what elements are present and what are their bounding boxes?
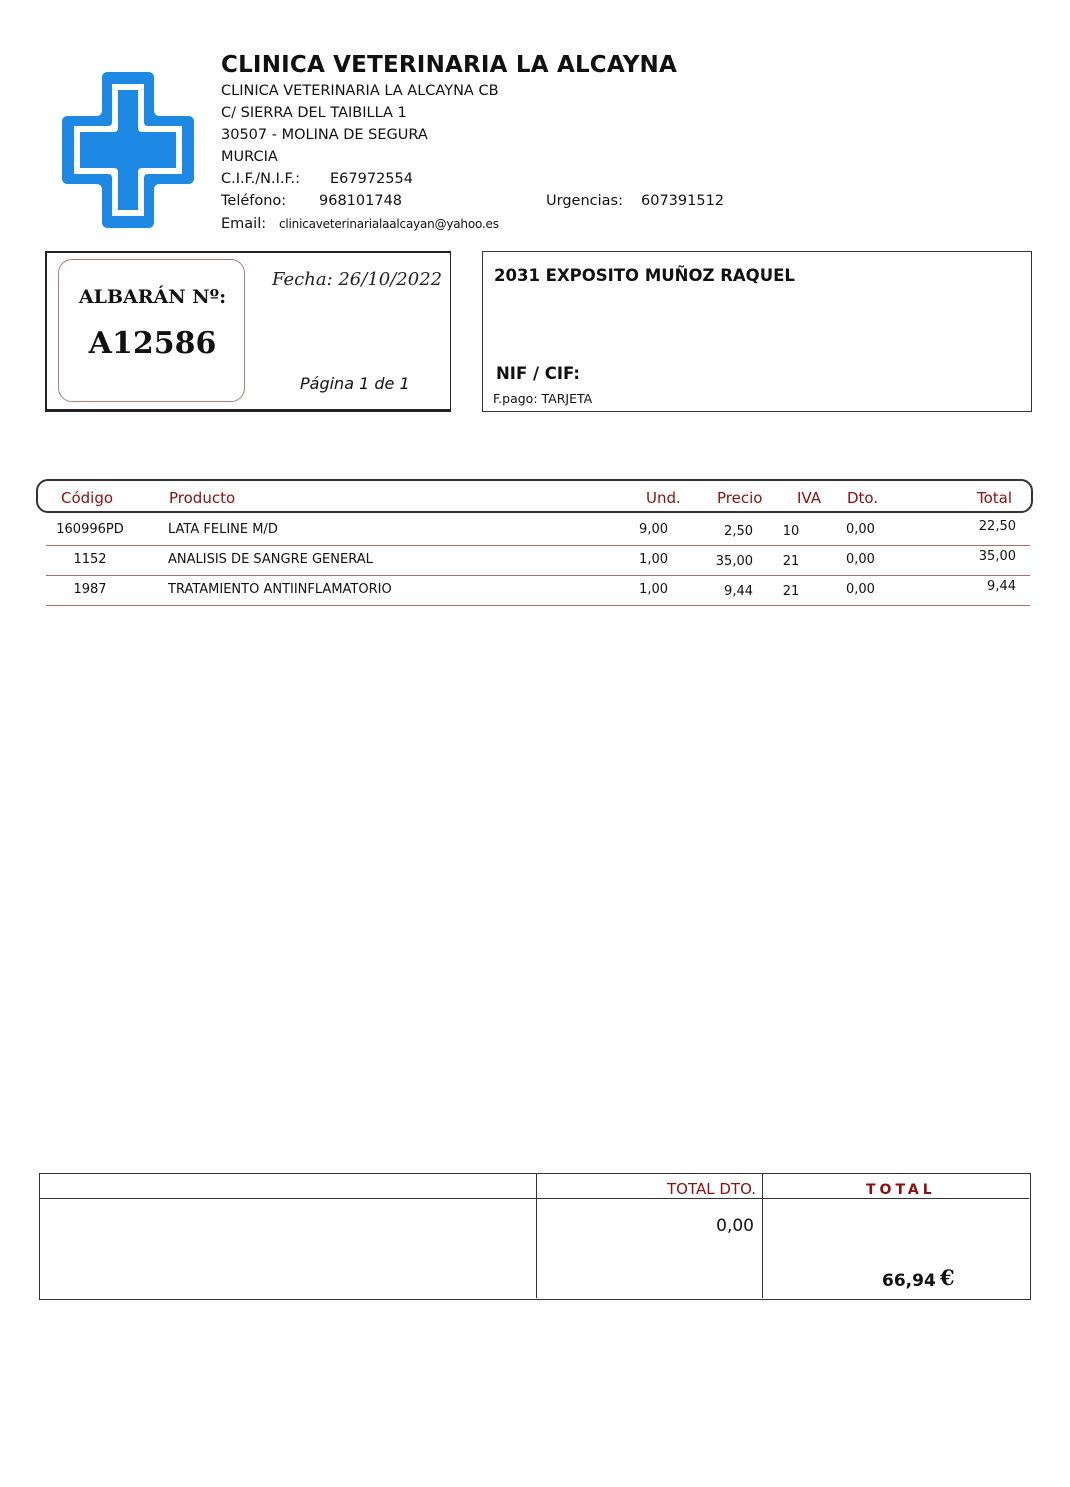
page-indicator: Página 1 de 1 [300,374,410,393]
row-codigo: 160996PD [56,522,124,537]
row-dto: 0,00 [846,552,875,567]
total-dto-value: 0,00 [716,1216,754,1236]
total-dto-label: TOTAL DTO. [667,1180,757,1198]
header-und: Und. [646,489,681,507]
table-row [46,576,1030,606]
header-total: Total [977,489,1013,507]
totals-divider [40,1198,1029,1199]
totals-column-divider [762,1174,763,1298]
row-codigo: 1987 [73,582,107,597]
albaran-box [45,251,451,412]
phone-value: 968101748 [319,193,403,209]
blue-cross-icon [58,70,198,230]
row-iva: 10 [782,524,800,539]
company-city: 30507 - MOLINA DE SEGURA [221,127,428,143]
row-producto: ANALISIS DE SANGRE GENERAL [168,552,373,567]
urgent-label: Urgencias: [546,193,623,209]
table-header [36,479,1033,513]
row-und: 1,00 [639,582,668,597]
header-codigo: Código [61,489,114,507]
row-und: 9,00 [639,522,668,537]
row-dto: 0,00 [846,582,875,597]
albaran-label: ALBARÁN Nº: [78,286,227,308]
email-value: clinicaveterinarialaalcayan@yahoo.es [279,217,499,231]
urgent-phone-value: 607391512 [641,193,725,209]
document-date: Fecha: 26/10/2022 [272,269,443,290]
header-producto: Producto [169,489,236,507]
row-iva: 21 [782,554,800,569]
total-label: TOTAL [866,1182,936,1198]
nif-label: NIF / CIF: [496,364,580,383]
totals-box [39,1173,1031,1300]
row-precio: 9,44 [724,584,753,599]
row-codigo: 1152 [73,552,107,567]
company-address: C/ SIERRA DEL TAIBILLA 1 [221,105,407,121]
row-total: 35,00 [978,549,1016,564]
cif-label: C.I.F./N.I.F.: [221,171,300,187]
row-precio: 2,50 [724,524,753,539]
row-producto: LATA FELINE M/D [168,522,278,537]
email-label: Email: [221,216,267,232]
albaran-number-frame [58,259,245,402]
row-und: 1,00 [639,552,668,567]
grand-total-value: 66,94 [882,1271,936,1291]
row-dto: 0,00 [846,522,875,537]
client-box [482,251,1032,412]
row-total: 22,50 [978,519,1016,534]
line-items [46,516,1030,606]
albaran-number: A12586 [88,326,217,361]
client-name: 2031 EXPOSITO MUÑOZ RAQUEL [494,266,795,285]
row-precio: 35,00 [715,554,753,569]
table-row [46,516,1030,546]
cif-value: E67972554 [330,171,413,187]
company-name: CLINICA VETERINARIA LA ALCAYNA [221,52,677,78]
header-iva: IVA [797,489,821,507]
phone-label: Teléfono: [221,193,287,209]
row-producto: TRATAMIENTO ANTIINFLAMATORIO [168,582,392,597]
payment-method: F.pago: TARJETA [493,391,593,406]
header-precio: Precio [717,489,763,507]
totals-column-divider [536,1174,537,1298]
company-legal-name: CLINICA VETERINARIA LA ALCAYNA CB [221,83,499,99]
currency-symbol: € [940,1265,955,1290]
company-province: MURCIA [221,149,278,165]
row-iva: 21 [782,584,800,599]
table-row [46,546,1030,576]
row-total: 9,44 [987,579,1016,594]
header-dto: Dto. [847,489,879,507]
